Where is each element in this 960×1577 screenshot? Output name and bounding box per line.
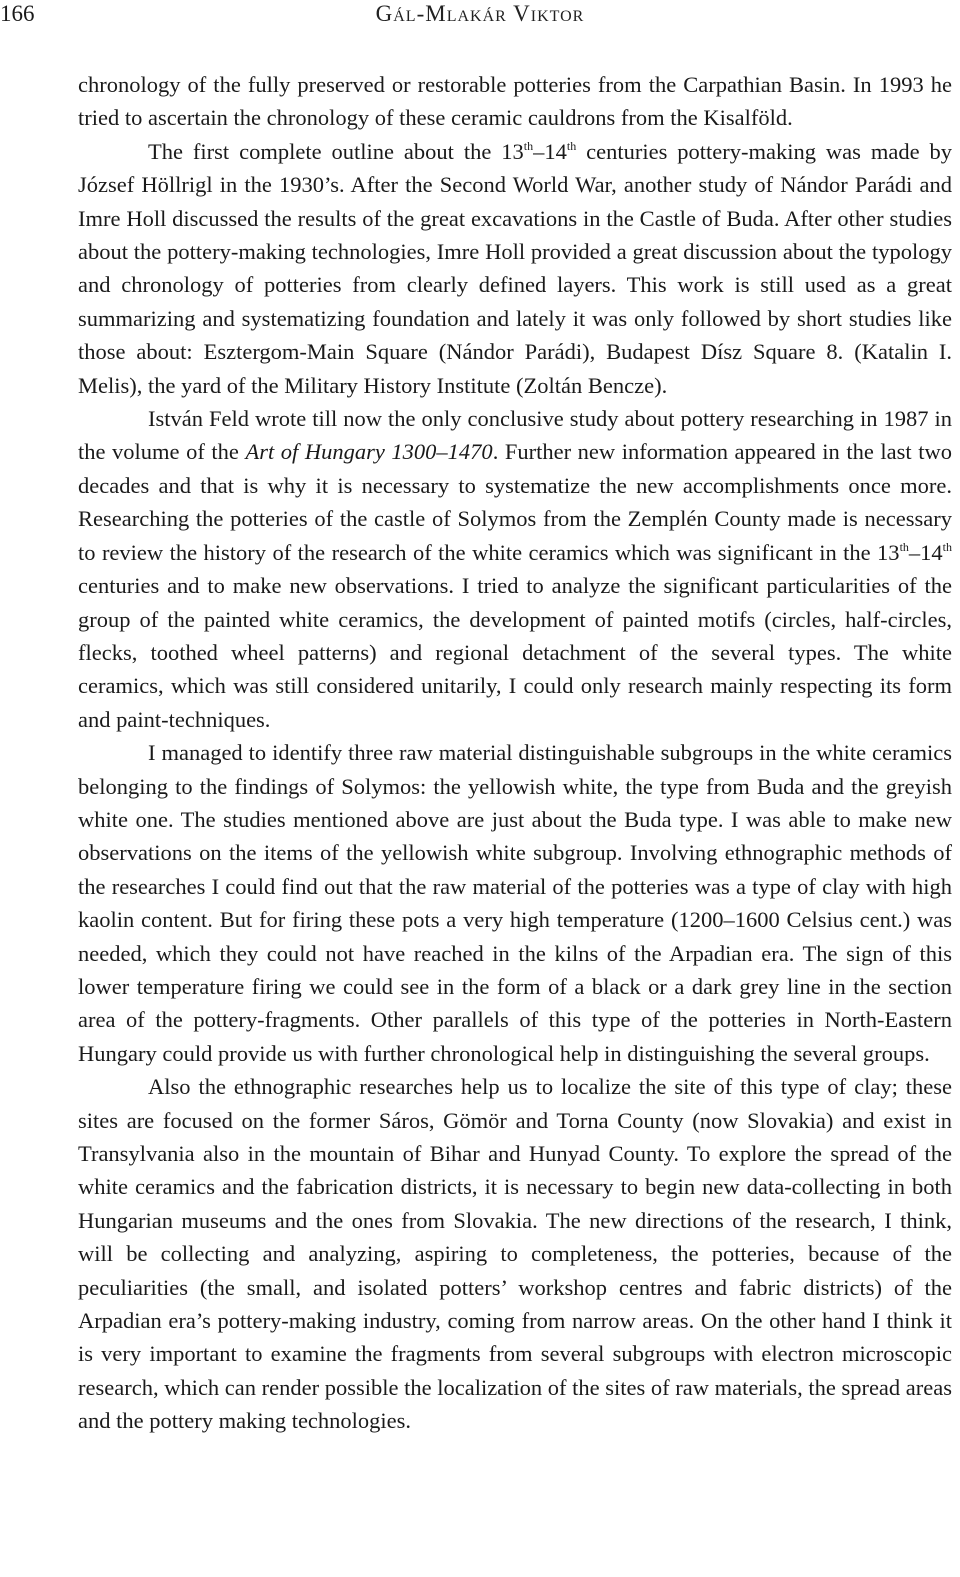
superscript-th: th [566,138,577,153]
book-title: Art of Hungary 1300–1470 [245,439,493,465]
paragraph-4 [78,736,952,1070]
paragraph-2 [78,135,952,402]
paragraph-3-text-d: centuries and to make new observations. I tried to analyze the significant particularities of the group of the painted white ceramics, the development of painted motifs (circles, half-circles, flecks, toothed wheel patterns) and regional detachment of the several types. The white ceramics, which was still considered unitarily, I could only research mainly respecting its form and paint-techniques. [78,573,952,732]
paragraph-4-text: I managed to identify three raw material distinguishable subgroups in the white ceramics belonging to the findings of Solymos: the yellowish white, the type from Buda and the greyish white one. The studies mentioned above are just about the Buda type. I was able to make new observations on the items of the yellowish white subgroup. Involving ethnographic methods of the researches I could find out that the raw material of the potteries was a type of clay with high kaolin content. But for firing these pots a very high temperature (1200–1600 Celsius cent.) was needed, which they could not have reached in the kilns of the Arpadian era. The sign of this lower temperature firing we could see in the form of a black or a dark grey line in the section area of the pottery-fragments. Other parallels of this type of the potteries in North-Eastern Hungary could provide us with further chronological help in distinguishing the several groups. [78,740,952,1066]
superscript-th: th [942,539,952,554]
superscript-th: th [899,539,909,554]
running-head: Gál-Mlakár Viktor [375,1,585,26]
paragraph-3 [78,402,952,736]
paragraph-3-text-c: –14 [908,539,943,565]
superscript-th: th [523,138,534,153]
article-body [78,68,952,1438]
paragraph-5-text: Also the ethnographic researches help us to localize the site of this type of clay; these sites are focused on the former Sáros, Gömör and Torna County (now Slovakia) and exist in Transylvania also in the mountain of Bihar and Hunyad County. To explore the spread of the white ceramics and the fabrication districts, it is necessary to begin new data-collecting in both Hungarian museums and the ones from Slovakia. The new directions of the research, I think, will be collecting and analyzing, aspiring to completeness, the potteries, because of the peculiarities (the small, and isolated potters’ workshop centres and fabric districts) of the Arpadian era’s pottery-making industry, coming from narrow areas. On the other hand I think it is very important to examine the fragments from several subgroups with electron microscopic research, which can render possible the localization of the sites of raw materials, the spread areas and the pottery making technologies. [78,1074,953,1434]
paragraph-2-text-a: The first complete outline about the 13 [148,138,524,164]
paragraph-1-text: chronology of the fully preserved or restorable potteries from the Carpathian Basin. In 1993 he tried to ascertain the chronology of these ceramic cauldrons from the Kisalföld. [78,72,952,131]
paragraph-2-text-c: centuries pottery-making was made by József Höllrigl in the 1930’s. After the Second World War, another study of Nándor Parádi and Imre Holl discussed the results of the great excavations in the Castle of Buda. After other studies about the pottery-making technologies, Imre Holl provided a great discussion about the typology and chronology of potteries from clearly defined layers. This work is still used as a great summarizing and systematizing foundation and lately it was only followed by short studies like those about: Esztergom-Main Square (Nándor Parádi), Budapest Dísz Square 8. (Katalin I. Melis), the yard of the Military History Institute (Zoltán Bencze). [78,138,953,398]
paragraph-3-text-a: István Feld wrote till now the only conclusive study about pottery researching in 1987 in the volume of the [78,406,952,465]
paragraph-2-text-b: –14 [533,138,567,164]
paragraph-5 [78,1070,952,1437]
paragraph-1 [78,68,952,135]
page-number: 166 [0,1,35,26]
paragraph-3-text-b: . Further new information appeared in the last two decades and that is why it is necessary to systematize the new accomplishments once more. Researching the potteries of the castle of Solymos from the Zemplén County made is necessary to review the history of the research of the white ceramics which was significant in the 13 [78,439,952,565]
